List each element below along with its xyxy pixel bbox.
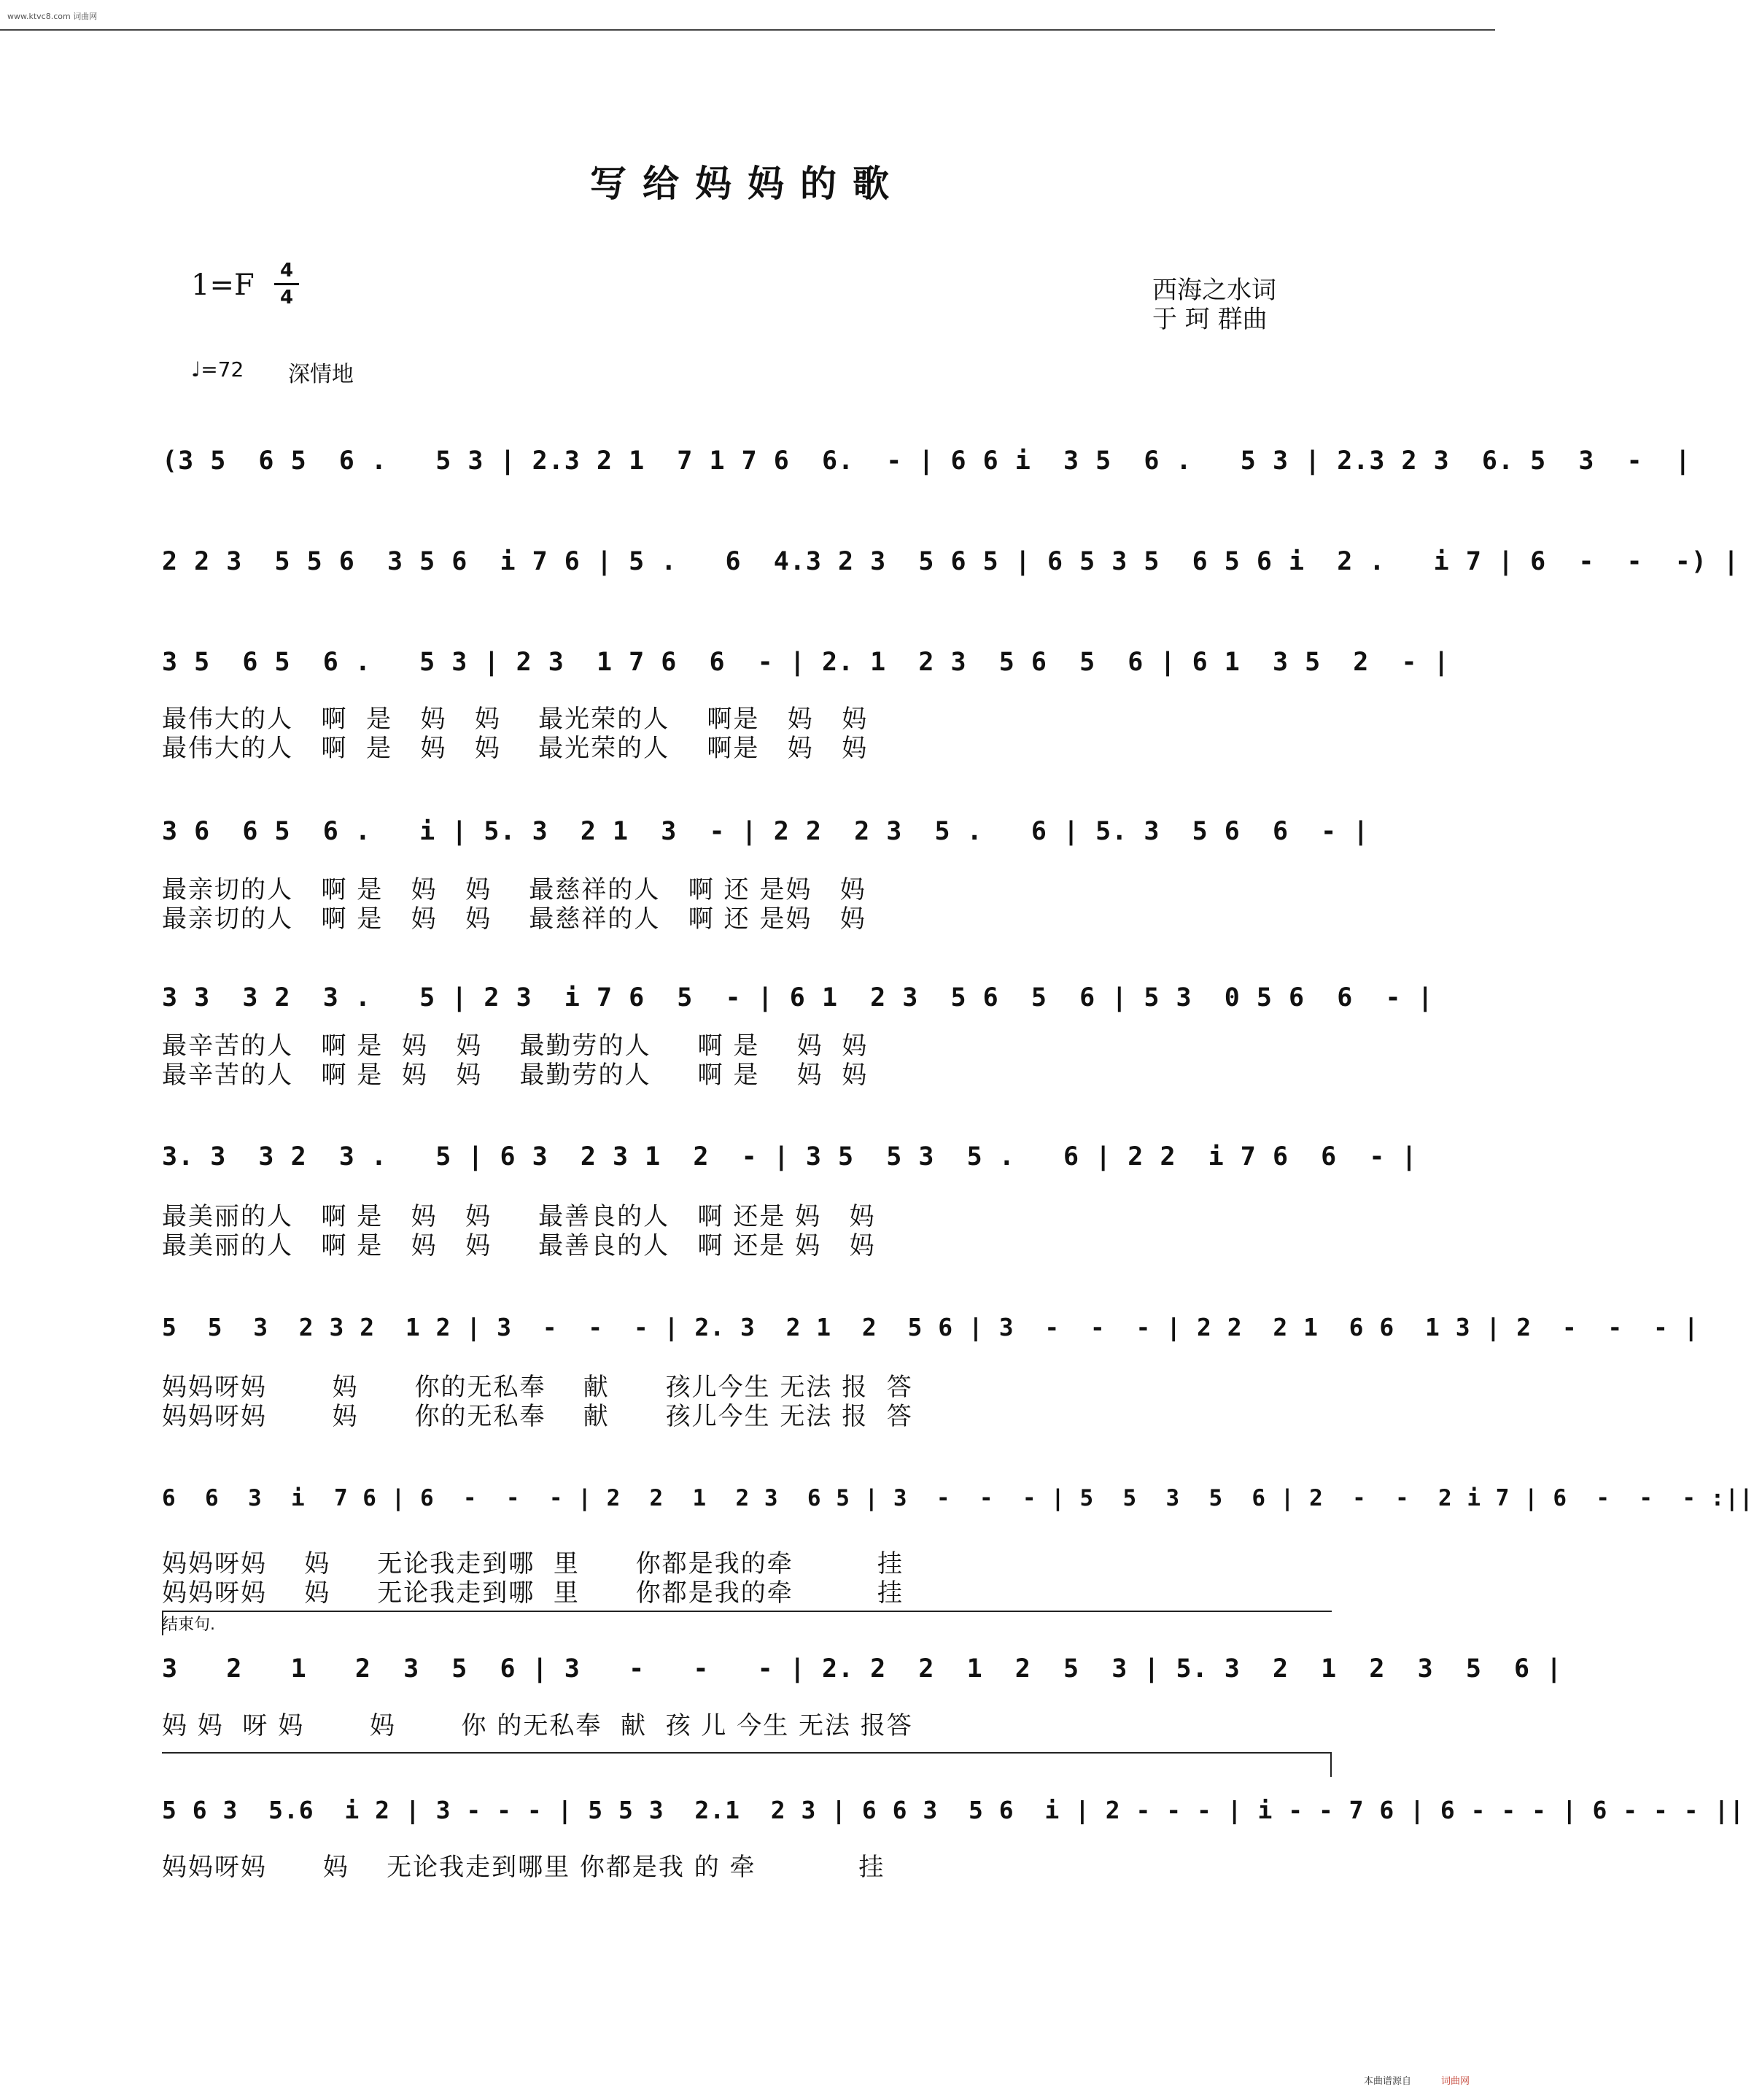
score-system-7: 5 5 3 2 3 2 1 2 | 3 - - - | 2. 3 2 1 2 5 6 | 3 - - - | 2 2 2 1 6 6 1 3 | 2 - - - | xyxy=(162,1313,1699,1341)
key-signature: 1=F xyxy=(191,268,255,302)
lyrics-8-verse-2: 妈妈呀妈 妈 无论我走到哪 里 你都是我的牵 挂 xyxy=(162,1578,904,1608)
composer: 于 珂 群曲 xyxy=(1152,305,1268,334)
footer-source-label: 本曲谱源自 xyxy=(1364,2076,1412,2087)
ending-bracket-line xyxy=(162,1611,1332,1612)
lyrics-5-verse-1: 最辛苦的人 啊 是 妈 妈 最勤劳的人 啊 是 妈 妈 xyxy=(162,1031,869,1061)
lyrics-4-verse-2: 最亲切的人 啊 是 妈 妈 最慈祥的人 啊 还 是妈 妈 xyxy=(162,904,866,934)
lyrics-6-verse-2: 最美丽的人 啊 是 妈 妈 最善良的人 啊 还是 妈 妈 xyxy=(162,1231,876,1260)
lyrics-7-verse-2: 妈妈呀妈 妈 你的无私奉 献 孩儿今生 无法 报 答 xyxy=(162,1402,913,1431)
lyrics-4-verse-1: 最亲切的人 啊 是 妈 妈 最慈祥的人 啊 还 是妈 妈 xyxy=(162,875,866,904)
score-system-9: 3 2 1 2 3 5 6 | 3 - - - | 2. 2 2 1 2 5 3 | 5. 3 2 1 2 3 5 6 | xyxy=(162,1654,1563,1684)
score-system-8: 6 6 3 i 7 6 | 6 - - - | 2 2 1 2 3 6 5 | 3 - - - | 5 5 3 5 6 | 2 - - 2 i 7 | 6 - - - :|| xyxy=(162,1485,1754,1511)
footer-site-label: 词曲网 xyxy=(1441,2076,1470,2087)
score-system-2: 2 2 3 5 5 6 3 5 6 i 7 6 | 5 . 6 4.3 2 3 5 6 5 | 6 5 3 5 6 5 6 i 2 . i 7 | 6 - - -) | xyxy=(162,547,1740,576)
time-bottom: 4 xyxy=(279,287,294,309)
tempo-marking: ♩=72 xyxy=(191,357,244,381)
lyrics-9: 妈 妈 呀 妈 妈 你 的无私奉 献 孩 儿 今生 无法 报答 xyxy=(162,1711,913,1740)
lyrics-7-verse-1: 妈妈呀妈 妈 你的无私奉 献 孩儿今生 无法 报 答 xyxy=(162,1373,913,1402)
expression-marking: 深情地 xyxy=(288,362,354,387)
score-system-10: 5 6 3 5.6 i 2 | 3 - - - | 5 5 3 2.1 2 3 | 6 6 3 5 6 i | 2 - - - | i - - 7 6 | 6 - - - | 6 - - - || xyxy=(162,1796,1745,1824)
ending-bracket-tick-2 xyxy=(1330,1752,1332,1777)
score-system-1: (3 5 6 5 6 . 5 3 | 2.3 2 1 7 1 7 6 6. - | 6 6 i 3 5 6 . 5 3 | 2.3 2 3 6. 5 3 - | xyxy=(162,446,1691,476)
time-signature xyxy=(274,260,299,309)
lyrics-5-verse-2: 最辛苦的人 啊 是 妈 妈 最勤劳的人 啊 是 妈 妈 xyxy=(162,1061,869,1090)
lyrics-3-verse-1: 最伟大的人 啊 是 妈 妈 最光荣的人 啊是 妈 妈 xyxy=(162,705,869,734)
score-system-6: 3. 3 3 2 3 . 5 | 6 3 2 3 1 2 - | 3 5 5 3 5 . 6 | 2 2 i 7 6 6 - | xyxy=(162,1142,1418,1171)
lyrics-6-verse-1: 最美丽的人 啊 是 妈 妈 最善良的人 啊 还是 妈 妈 xyxy=(162,1202,876,1231)
time-top: 4 xyxy=(279,260,294,282)
header-rule xyxy=(0,29,1495,31)
lyrics-8-verse-1: 妈妈呀妈 妈 无论我走到哪 里 你都是我的牵 挂 xyxy=(162,1549,904,1578)
song-title: 写给妈妈的歌 xyxy=(590,162,905,205)
lyrics-10: 妈妈呀妈 妈 无论我走到哪里 你都是我 的 牵 挂 xyxy=(162,1853,885,1882)
ending-label: 结束句. xyxy=(162,1616,215,1634)
site-watermark: www.ktvc8.com 词曲网 xyxy=(7,12,98,21)
time-bar xyxy=(274,283,299,285)
score-system-4: 3 6 6 5 6 . i | 5. 3 2 1 3 - | 2 2 2 3 5 . 6 | 5. 3 5 6 6 - | xyxy=(162,817,1370,846)
ending-bracket-line-2 xyxy=(162,1752,1332,1754)
score-system-5: 3 3 3 2 3 . 5 | 2 3 i 7 6 5 - | 6 1 2 3 5 6 5 6 | 5 3 0 5 6 6 - | xyxy=(162,983,1434,1012)
score-system-3: 3 5 6 5 6 . 5 3 | 2 3 1 7 6 6 - | 2. 1 2 3 5 6 5 6 | 6 1 3 5 2 - | xyxy=(162,648,1450,677)
lyrics-3-verse-2: 最伟大的人 啊 是 妈 妈 最光荣的人 啊是 妈 妈 xyxy=(162,734,869,763)
lyricist: 西海之水词 xyxy=(1152,276,1276,305)
